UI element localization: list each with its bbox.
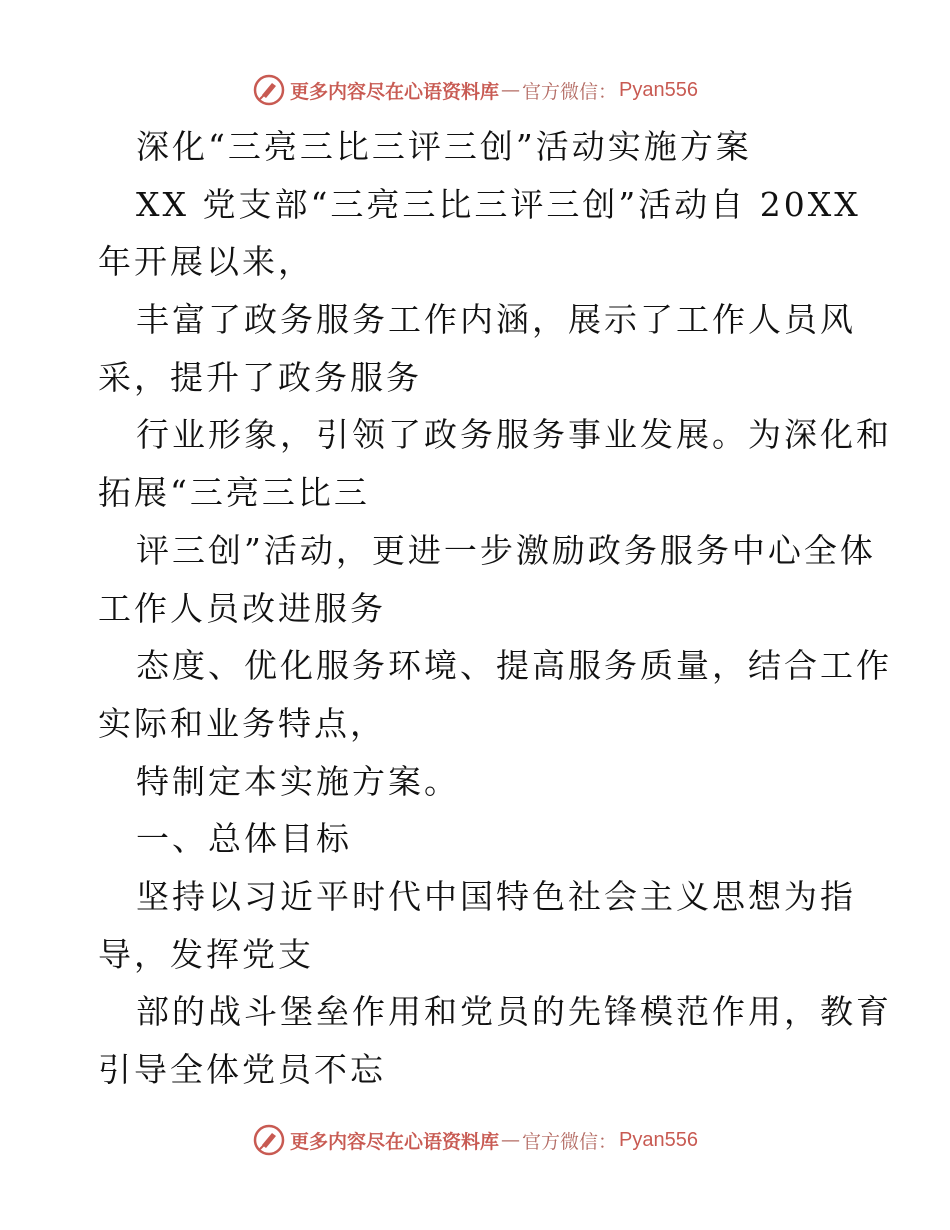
paragraph-line: 实际和业务特点， bbox=[98, 703, 386, 743]
paragraph-line: 态度、优化服务环境、提高服务质量，结合工作 bbox=[136, 646, 892, 686]
paragraph-line: 坚持以习近平时代中国特色社会主义思想为指 bbox=[136, 876, 856, 916]
paragraph-line: 引导全体党员不忘 bbox=[98, 1050, 386, 1089]
paragraph-line: 行业形象，引领了政务服务事业发展。为深化和 bbox=[136, 415, 892, 455]
paragraph-line: 工作人员改进服务 bbox=[98, 588, 386, 628]
header-watermark-banner bbox=[0, 70, 950, 110]
paragraph-line: 评三创”活动，更进一步激励政务服务中心全体 bbox=[136, 530, 876, 570]
banner-brand-text: 更多内容尽在心语资料库 bbox=[290, 1130, 500, 1153]
footer-watermark-banner bbox=[0, 1120, 950, 1160]
paragraph-line: 部的战斗堡垒作用和党员的先锋模范作用，教育 bbox=[136, 992, 892, 1032]
section-heading: 一、总体目标 bbox=[136, 819, 352, 859]
banner-brand-text: 更多内容尽在心语资料库 bbox=[290, 80, 500, 103]
paragraph-line: 采，提升了政务服务 bbox=[98, 357, 422, 397]
brand-logo-icon bbox=[252, 1123, 286, 1157]
banner-wechat-id: Pyan556 bbox=[619, 1128, 698, 1151]
banner-wechat-id: Pyan556 bbox=[619, 78, 698, 101]
paragraph-line: 导，发挥党支 bbox=[98, 934, 314, 974]
paragraph-line: 特制定本实施方案。 bbox=[136, 761, 460, 801]
brand-logo-icon bbox=[252, 73, 286, 107]
banner-dash: — bbox=[501, 79, 521, 101]
paragraph-line: XX 党支部“三亮三比三评三创”活动自 20XX bbox=[136, 184, 861, 224]
paragraph-line: 拓展“三亮三比三 bbox=[98, 473, 370, 513]
document-title: 深化“三亮三比三评三创”活动实施方案 bbox=[136, 127, 752, 166]
banner-official-label: 官方微信： bbox=[522, 80, 618, 103]
document-body bbox=[98, 118, 892, 1099]
banner-official-label: 官方微信： bbox=[522, 1130, 618, 1153]
paragraph-line: 年开展以来， bbox=[98, 242, 314, 282]
paragraph-line: 丰富了政务服务工作内涵，展示了工作人员风 bbox=[136, 300, 856, 340]
banner-dash: — bbox=[501, 1129, 521, 1151]
